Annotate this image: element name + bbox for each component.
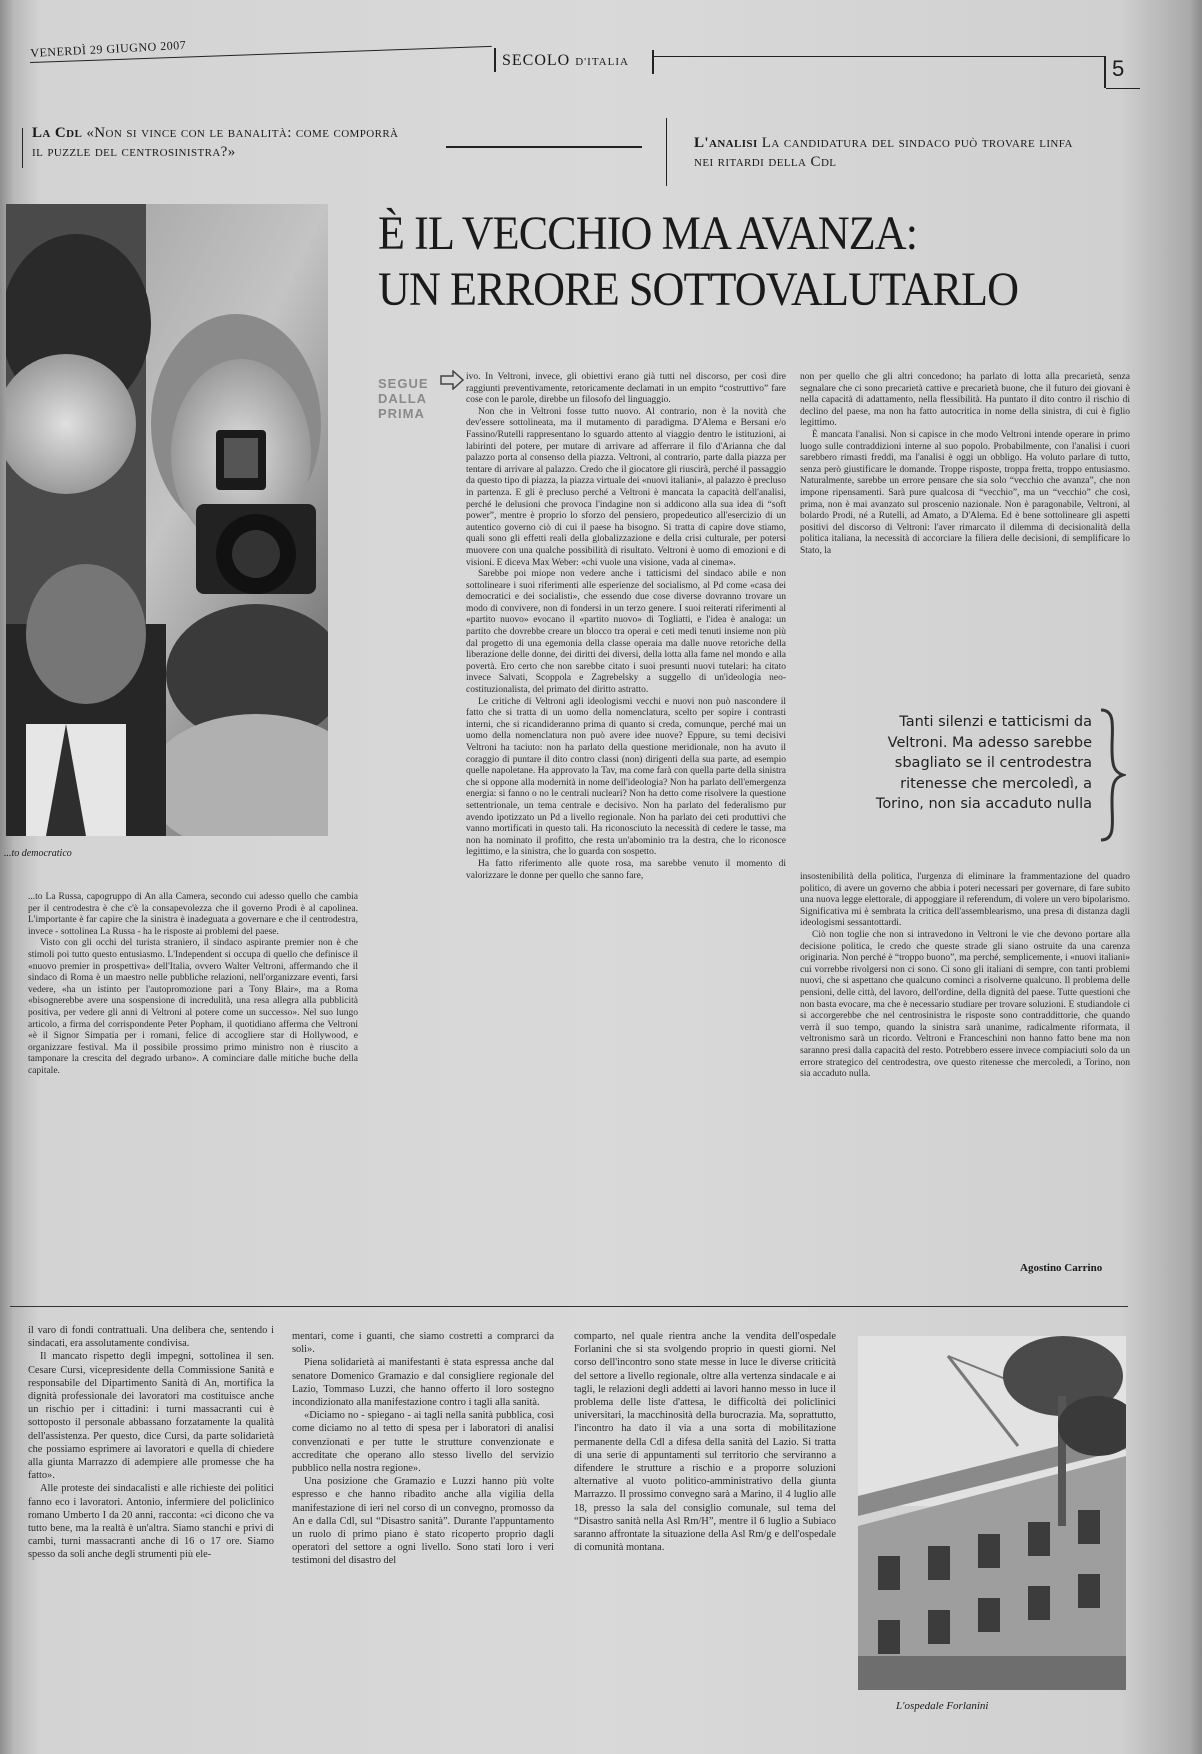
article-column-1 <box>466 372 786 1268</box>
paragraph: comparto, nel quale rientra anche la vendita dell'ospedale Forlanini che si sta svolgendo proprio in questi giorni. Nel corso dell'incontro sono state messe in luce le diverse criticità del settore a livello regionale, oltre alla vertenza sindacale e ai tagli, le relazioni degli addetti ai lavori hanno messo in luce il problema delle liste d'attesa, le difficoltà dei policlinici universitari, la macchinosità della burocrazia. Ma, soprattutto, l'incontro ha dato il via a una sorta di mobilitazione permanente della Cdl a difesa della sanità del Lazio. Si tratta di una serie di appuntamenti sul territorio che serviranno a difendere le strutture a rischio e a proporre soluzioni alternative al vuoto politico-amministrativo della giunta Marrazzo. Il prossimo convegno sarà a Marino, il 4 luglio alle 18, presso la sala del consiglio comunale, sul tema del “Disastro sanità nella Asl Rm/H”, mentre il 6 luglio a Subiaco saranno affrontate la situazione della Asl Rm/g e dell'ospedale di comunità montana. <box>574 1331 836 1554</box>
masthead: SECOLO D'ITALIA <box>502 52 629 69</box>
headline <box>378 206 1086 318</box>
pull-quote: Tanti silenzi e tatticismi da Veltroni. Ma adesso sarebbe sbagliato se il centrodestra ritenesse che mercoledì, a Torino, non sia accaduto nulla <box>875 714 1092 812</box>
page-number-divider <box>1104 56 1106 88</box>
kicker-right: L'analisi La candidatura del sindaco può trovare linfa nei ritardi della Cdl <box>694 135 1073 170</box>
page-number: 5 <box>1112 56 1125 81</box>
header-divider <box>494 48 496 72</box>
bottom-article-column-2 <box>292 1330 554 1734</box>
kicker-rule <box>446 146 642 148</box>
headline-line-2: UN ERRORE SOTTOVALUTARLO <box>378 263 1019 316</box>
photo-illustration <box>6 204 328 836</box>
paragraph: ...to La Russa, capogruppo di An alla Camera, secondo cui adesso quello che cambia per il centrodestra è che c'è la consapevolezza che il governo Prodi è al capolinea. L'importante è far capire che la sinistra è inadeguata a governare e che il centrodestra, invece - sottolinea La Russa - ha le risposte ai problemi del paese. <box>28 892 358 937</box>
hospital-photo <box>858 1336 1126 1690</box>
arrow-right-icon <box>440 370 464 390</box>
photographers-photo <box>6 204 328 836</box>
paragraph: Non che in Veltroni fosse tutto nuovo. Al contrario, non è la novità che dev'essere sottolineata, ma il mutamento di paradigma. D'Alema e Bersani e/o Fassino/Rutelli rappresentano lo sguardo attento al viaggio dentro le istituzioni, ai labirinti del potere, per mutare di arrivare ad afferrare il filo d'Arianna che dal palazzo porta al consenso della piazza. Veltroni, al contrario, parte dalla piazza per tentare di arrivare al palazzo. Credo che il giocatore gli riuscirà, perché il passaggio da questo tipo di piazza, la piazza virtuale dei «nuovi italiani», al palazzo è precluso in partenza. E gli è precluso perché a Veltroni è mancata la capacità dell'analisi, perché le delusioni che provoca l'indagine non si addicono alla sua idea di “soft power”, mentre è proprio lo sforzo del pensiero, propedeutico all'esercizio di un autentico governo ciò di cui il paese ha bisogno. Si tratta di capire dove stiamo, quali sono gli effetti reali della globalizzazione e della crisi culturale, per potersi muovere con una qualche possibilità di risultato. Veltroni è uomo di emozioni e di visioni. E diceva Max Weber: «chi vuole una visione, vada al cinema». <box>466 406 786 568</box>
paragraph: Ciò non toglie che non si intravedono in Veltroni le vie che devono portare alla decisione politica, le credo che queste strade gli siano ostruite da una carenza originaria. Non perché è “troppo buono”, ma perché, semplicemente, i «nuovi italiani» cui vorrebbe rivolgersi non ci sono. Ci sono gli italiani di sempre, con tanti problemi nuovi, che si aspettano che qualcuno cominci a risolverne qualcuno. Il problema delle pensioni, delle città, del lavoro, dell'ordine, della dignità del paese. Tutte questioni che non basta evocare, ma che è necessario studiare per trovare soluzioni. E studiandole ci si accorgerebbe che nel centrosinistra le risposte sono contraddittorie, che quando verrà il suo tempo, quando la sinistra sarà unanime, radicalmente riformata, il veltronismo sarà un ricordo. Veltroni e Franceschini non hanno fatto bene ma non saranno presi dalla capacità del resto. Potrebbero essere invece compiaciuti solo da un errore strategico del centrodestra, ove questo ritenesse che mercoledì, a Torino, non sia accaduto nulla. <box>800 929 1130 1080</box>
paragraph: ivo. In Veltroni, invece, gli obiettivi erano già tutti nel discorso, per così dire raggiunti preventivamente, retoricamente declamati in un empito “costruttivo” fare cose con le parole, direbbe un filosofo del linguaggio. <box>466 372 786 406</box>
paragraph: Le critiche di Veltroni agli ideologismi vecchi e nuovi non può nascondere il fatto che si tratta di un uomo della nomenclatura, scelto per sopire i contrasti interni, che si ricandideranno prima di quanto si creda, comunque, perché mai un uomo della nomenclatura non può avere idee nuove? Eppure, su temi decisivi Veltroni ha taciuto: non ha parlato della questione meridionale, non ha avuto il coraggio di puntare il dito contro classi (non) dirigenti della sua parte, ad esempio quelle napoletane. Ha approvato la Tav, ma come farà con quella parte della sinistra che si oppone alla modernità in nome dell'ideologia? Non ha parlato dell'emergenza energia: si fanno o no le centrali nucleari? Non ha detto come risolvere la questione settentrionale, un tema centrale e decisivo. Non ha parlato del federalismo pur avendo ipotizzato un Pd a livello regionale. Non ha parlato dei ceti produttivi che vanno mortificati in questo tali. Ha riconosciuto la necessità di cedere le tasse, ma non ha nominato il profitto, che resta un'abominio tra la destra, che lo riconosce legittimo, e la sinistra, che lo guarda con sospetto. <box>466 696 786 858</box>
paragraph: Sarebbe poi miope non vedere anche i tatticismi del sindaco abile e non sottolineare i suoi riferimenti alle esperienze del socialismo, al Pd come «casa dei democratici e dei socialisti», che essendo due cose diverse dovranno trovare un modo di convivere, non di fondersi in un terzo genere. I suoi reiterati riferimenti al «partito nuovo» evocano il «partito nuovo» di Togliatti, e l'idea è analoga: un partito che dovrebbe creare un blocco tra operai e ceti medi tenuti insieme non più dal progetto di una egemonia della classe operaia ma dalle nuove retoriche della liberazione delle donne, dei diritti dei diversi, della lotta alla fame nel mondo e alla povertà. Ero certo che non sarebbe citato i suoi presunti nuovi tutelari: ha citato invece Salvati, Scoppola e Zagrebelsky a suggello di un'ideologia neo-costituzionalista, del primato del diritto astratto. <box>466 569 786 696</box>
seguito-line: DALLA <box>378 391 428 406</box>
seguito-line: SEGUE <box>378 376 429 391</box>
paragraph: Ha fatto riferimento alle quote rosa, ma sarebbe venuto il momento di valorizzare le donne per quello che sanno fare, <box>466 858 786 881</box>
paragraph: mentari, come i guanti, che siamo costretti a comprarci da soli». <box>292 1331 554 1356</box>
seguito-line: PRIMA <box>378 406 425 421</box>
bottom-article-column-1 <box>28 1324 274 1734</box>
paragraph: Piena solidarietà ai manifestanti è stata espressa anche dal senatore Domenico Gramazio e dal consigliere regionale del Lazio, Tommaso Luzzi, che hanno offerto il loro sostegno incondizionato alla manifestazione contro i tagli alla sanità. <box>292 1357 554 1409</box>
hospital-illustration <box>858 1336 1126 1690</box>
paragraph: Una posizione che Gramazio e Luzzi hanno più volte espresso e che hanno ribadito anche alla vigilia della manifestazione di ieri nel corso di un convegno, promosso da An e dalla Cdl, sul “Disastro sanità”. Durante l'appuntamento un ruolo di primo piano è stato ricoperto proprio dagli operatori del settore a ogni livello. Sono stati loro i veri testimoni del disastro del <box>292 1476 554 1567</box>
kicker-bar <box>22 128 23 168</box>
hospital-photo-caption: L'ospedale Forlanini <box>896 1700 989 1712</box>
header-divider <box>652 50 654 74</box>
kicker-bar <box>666 118 667 186</box>
left-column-continuation <box>28 892 358 1278</box>
paragraph: È mancata l'analisi. Non si capisce in che modo Veltroni intende operare in primo luogo sulle contraddizioni interne al suo popolo. Probabilmente, con l'analisi i cuori sarebbero rimasti freddi, ma l'analisi è oggi un obbligo. Ha voluto parlare di tutto, senza però giustificare le domande. Troppe risposte, troppa fretta, troppo entusiasmo. Naturalmente, sarebbe un errore pensare che sia solo “vecchio che avanza”, che non impone ripensamenti. Sarà pure qualcosa di “vecchio”, ma un “vecchio” che così, prima, non è mai avanzato sul proscenio nazionale. Non è paragonabile, Veltroni, al bolardo Prodi, né a Rutelli, ad Amato, a D'Alema. Ed è bene sottolineare gli aspetti positivi del discorso di Veltroni: l'aver rimarcato il dilemma di decisionalità della politica italiana, la necessità di accorciare la filiera delle decisioni, di semplificare lo Stato, la <box>800 429 1130 556</box>
paragraph: insostenibilità della politica, l'urgenza di eliminare la frammentazione del quadro politico, di avere un governo che abbia i poteri necessari per governare, di fare subito una nuova legge elettorale, di appoggiare il referendum, di volere un vero bipolarismo. Significativa mi è sembrata la critica dell'assemblearismo, una presa di distanza dagli ideologismi sessantottardi. <box>800 872 1130 929</box>
kicker-left: La Cdl «Non si vince con le banalità: come comporrà il puzzle del centrosinistra?» <box>32 125 399 160</box>
paragraph: Visto con gli occhi del turista straniero, il sindaco aspirante premier non è che stimoli poi tutto questo entusiasmo. L'Independent si occupa di quello che definisce il «nuovo premier in prospettiva» dell'Italia, ovvero Walter Veltroni, affermando che il sindaco di Roma è un maestro nelle pubbliche relazioni, nell'organizzare eventi, farsi vedere, «ha un istinto per l'autopromozione pari a Tony Blair», ma a Roma «bisognerebbe avere una sospensione di incredulità, una resa allegra alla pubblicità positiva, per vedere gli anni di Veltroni al potere come un successo». Nel suo lungo articolo, a firma del corrispondente Peter Popham, il quotidiano afferma che Veltroni «è il Signor Simpatia per i romani, felice di accogliere star di Hollywood, e organizzare festival. Ma il possibile prossimo primo ministro non è riuscito a tamponare la crescita del degrado urbano». A cominciare dalle mitiche buche della capitale. <box>28 938 358 1076</box>
issue-date: VENERDÌ 29 GIUGNO 2007 <box>30 37 187 60</box>
paragraph: Il mancato rispetto degli impegni, sottolinea il sen. Cesare Cursi, vicepresidente della Commissione Sanità e responsabile del Dipartimento Sanità di An, mortifica la dignità professionale dei lavoratori ma costituisce anche un rischio per i cittadini: i turni massacranti cui è sottoposto il personale abbassano forzatamente la qualità dell'assistenza. Per questo, dice Cursi, da parte solidarietà che possiamo esprimere ai lavoratori e quella di chiedere alla giunta Marrazzo di adempiere alle promesse che ha fatto». <box>28 1351 274 1482</box>
continued-from-front-page <box>378 376 429 421</box>
right-brace-icon <box>1098 708 1126 842</box>
photo-caption: ...to democratico <box>4 848 72 859</box>
paragraph: non per quello che gli altri concedono; ha parlato di lotta alla precarietà, senza segnalare che ci sono precarietà cattive e precarietà buone, che il futuro dei giovani è nella capacità di adattamento, nella flessibilità. Ha puntato il dito contro il rischio di declino del paese, ma non ha fatto autocritica in nome della sinistra, di cui è figlio legittimo. <box>800 372 1130 429</box>
paragraph: il varo di fondi contrattuali. Una delibera che, sentendo i sindacati, era assolutamente condivisa. <box>28 1325 274 1350</box>
byline: Agostino Carrino <box>1020 1262 1103 1274</box>
paragraph: «Diciamo no - spiegano - ai tagli nella sanità pubblica, così come diciamo no al tetto di spesa per i laboratori di analisi convenzionati e per tutte le strutture convenzionate e accreditate che operano allo stesso livello del servizio pubblico nella nostra regione». <box>292 1410 554 1475</box>
header-rule-pnum <box>1106 88 1140 89</box>
headline-line-1: È IL VECCHIO MA AVANZA: <box>378 207 918 260</box>
section-separator <box>10 1306 1128 1307</box>
article-column-2-top <box>800 372 1130 698</box>
bottom-article-column-3 <box>574 1330 836 1734</box>
paragraph: Alle proteste dei sindacalisti e alle richieste dei politici fanno eco i lavoratori. Antonio, infermiere del policlinico romano Umberto I da 20 anni, racconta: «ci dicono che va tutto bene, ma la realtà è un'altra. Siamo stanchi e privi di cambi, turni massacranti anche di 16 o 17 ore. Siamo spesso da soli anche degli strumenti più ele- <box>28 1483 274 1561</box>
header-rule-right <box>654 56 1104 57</box>
article-column-2-bottom <box>800 872 1130 1258</box>
